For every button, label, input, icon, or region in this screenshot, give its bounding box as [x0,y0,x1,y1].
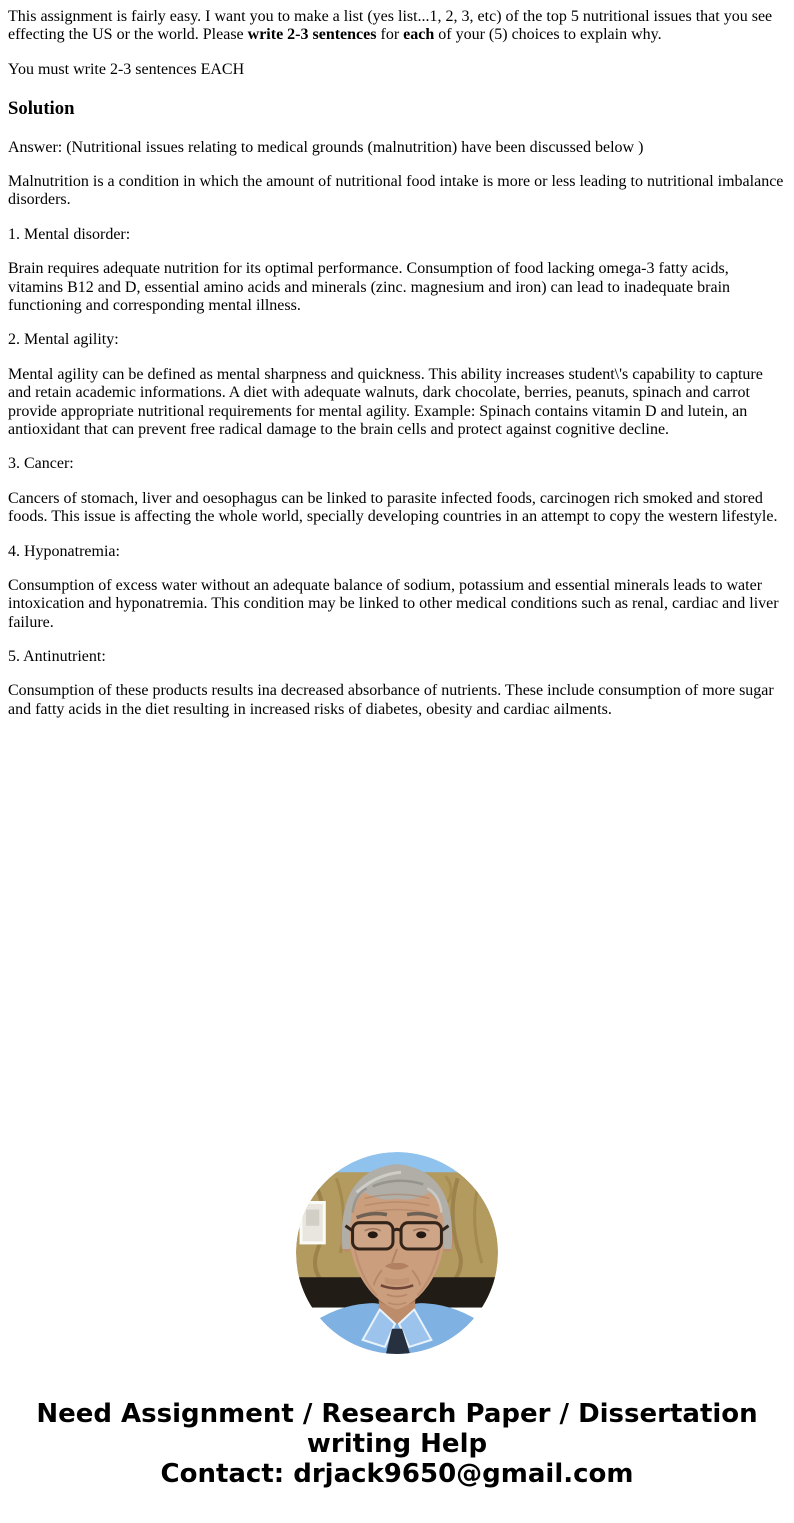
avatar [296,1152,498,1354]
paragraph: 5. Antinutrient: [8,648,106,666]
avatar-photo [296,1152,498,1354]
paragraph: 2. Mental agility: [8,331,119,349]
paragraph: 3. Cancer: [8,455,74,473]
solution-heading: Solution [8,98,75,120]
paragraph: Malnutrition is a condition in which the amount of nutritional food intake is more or less leading to nutritional imbalance disorders. [8,173,784,209]
paragraph: Answer: (Nutritional issues relating to medical grounds (malnutrition) have been discussed below ) [8,138,644,156]
paragraph: Brain requires adequate nutrition for its optimal performance. Consumption of food lacking omega-3 fatty acids, vitamins B12 and D, essential amino acids and minerals (zinc. magnesium and iron) can lead to inadequate brain functioning and corresponding mental illness. [8,260,731,315]
paragraph: 4. Hyponatremia: [8,542,120,560]
footer-heading-line: Need Assignment / Research Paper / Dissertation writing Help [36,1399,758,1459]
article [8,8,786,735]
footer [0,1399,794,1489]
footer-contact-line: Contact: drjack9650@gmail.com [160,1459,634,1489]
paragraph: You must write 2-3 sentences EACH [8,60,245,78]
paragraph: 1. Mental disorder: [8,225,131,243]
paragraph: Consumption of these products results ina decreased absorbance of nutrients. These include consumption of more sugar and fatty acids in the diet resulting in increased risks of diabetes, obesity and cardiac ailments. [8,682,774,718]
paragraph: Consumption of excess water without an adequate balance of sodium, potassium and essential minerals leads to water intoxication and hyponatremia. This condition may be linked to other medical conditions such as renal, cardiac and liver failure. [8,576,779,631]
bold-text: write 2-3 sentences [247,26,377,44]
bold-text: each [403,26,435,44]
paragraph: Cancers of stomach, liver and oesophagus can be linked to parasite infected foods, carcinogen rich smoked and stored foods. This issue is affecting the whole world, specially developing countries in an attempt to copy the western lifestyle. [8,489,778,526]
paragraph: This assignment is fairly easy. I want you to make a list (yes list...1, 2, 3, etc) of the top 5 nutritional issues that you see effecting the US or the world. Please write 2-3 sentences for each of your (5) choices to explain why. [8,8,773,44]
paragraph: Mental agility can be defined as mental sharpness and quickness. This ability increases student\'s capability to capture and retain academic informations. A diet with adequate walnuts, dark chocolate, berries, peanuts, spinach and carrot provide appropriate nutritional requirements for mental agility. Example: Spinach contains vitamin D and lutein, an antioxidant that can prevent free radical damage to the brain cells and protect against cognitive decline. [8,365,763,438]
